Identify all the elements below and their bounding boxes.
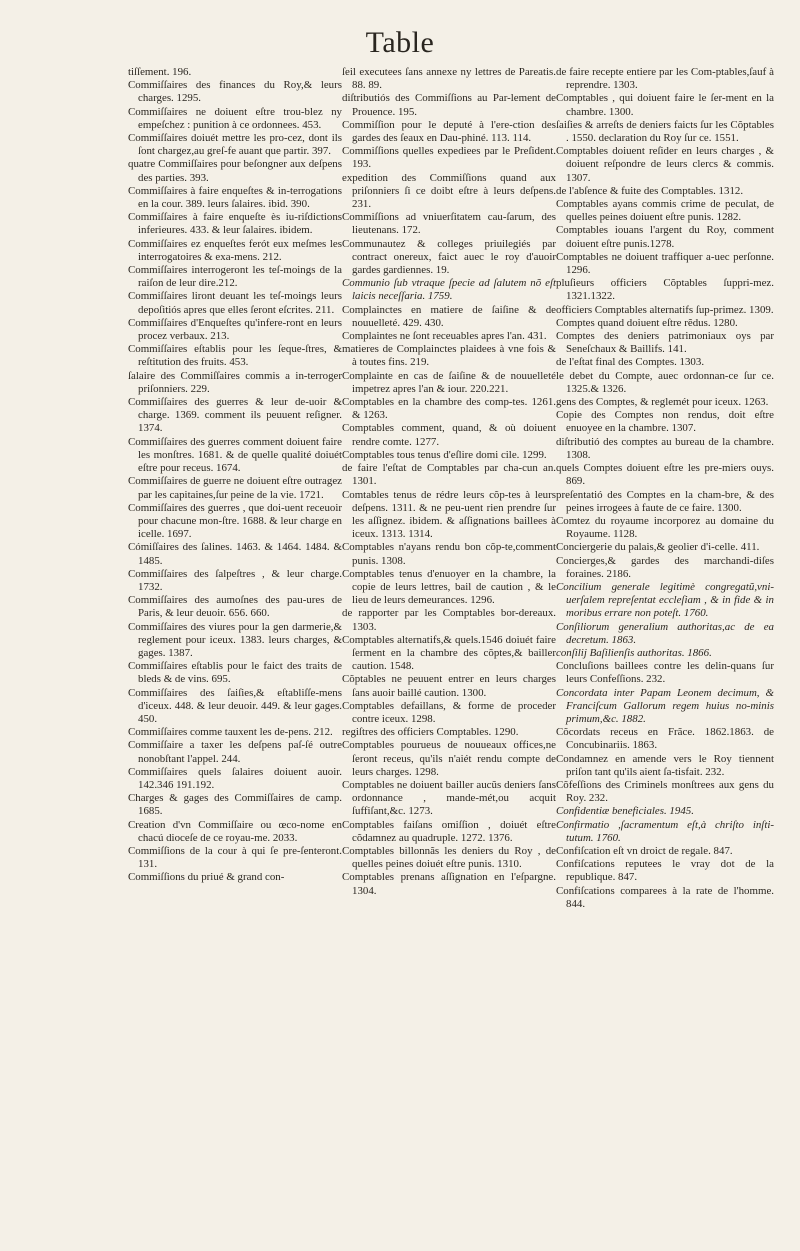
index-entry: Concordata inter Papam Leonem decimum, & Franciſcum Gallorum regem huius no-minis primum,&c. 1882. [556,686,774,725]
index-entry: Commiſſions quelles expediees par le Preſident. 193. [342,145,556,171]
index-entry: Confiſcations reputees le vray dot de la republique. 847. [556,858,774,884]
index-entry: Confirmatio ,ſacramentum eſt,à chriſto inſti-tutum. 1760. [556,818,774,844]
index-entry: Commiſſaires ne doiuent eſtre trou-blez ny empeſchez : punition à ce ordonnees. 453. [128,105,342,131]
index-entry: Cõptables ne peuuent entrer en leurs charges ſans auoir baillé caution. 1300. [342,673,556,699]
index-entry: Commiſſions du priué & grand con- [128,871,285,884]
index-column-middle [342,66,556,898]
index-entry: Commiſſaires des viures pour la gen darmerie,& reglement pour iceux. 1383. leurs charges, & gages. 1387. [128,620,342,659]
index-entry: de faire l'eſtat de Comptables par cha-cun an. 1301. [342,462,556,488]
index-entry: Comptables tous tenus d'eſlire domi cile. 1299. [342,448,547,461]
index-entry: Comptables pourueus de nouueaux offices,ne ſeront receus, qu'ils n'aiét rendu compte de leurs charges. 1298. [342,739,556,778]
index-entry: Communautez & colleges priuilegiés par contract onereux, faict auec le roy d'auoir gardes gardiennes. 19. [342,237,556,277]
index-entry: le debet du Compte, auec ordonnan-ce ſur ce. 1325.& 1326. [556,369,774,395]
index-entry: Commiſſaires à faire enqueſte ès iu-riſdictions inferieures. 433. & leur ſalaires. ibidem. [128,211,342,237]
index-entry: quels Comptes doiuent eſtre les pre-miers ouys. 869. [556,462,774,488]
index-entry: Condamnez en amende vers le Roy tiennent priſon tant qu'ils aient ſa-tisfait. 232. [556,752,774,778]
index-entry: Commiſſaires eſtablis pour le faict des traits de bleds & de vins. 695. [128,660,342,686]
index-entry: Charges & gages des Commiſſaires de camp. 1685. [128,792,342,818]
index-entry: quatre Commiſſaires pour beſongner aux deſpens des parties. 393. [128,158,342,184]
index-entry: Commiſſaires de guerre ne doiuent eſtre outragez par les capitaines,ſur peine de la vie. 1721. [128,475,342,501]
index-entry: Commiſſaires liront deuant les teſ-moings leurs depoſitiós apres que elles ſeront eſcrites. 211. [128,290,342,316]
index-entry: Comptables prenans aſſignation en l'eſpargne. 1304. [342,871,556,897]
index-column-right [556,66,774,911]
index-entry: Comptables tenus d'enuoyer en la chambre, la copie de leurs lettres, bail de caution , & le lieu de leurs demeurances. 1296. [342,567,556,607]
index-entry: Comptables faiſans omiſſion , doiuét eſtre cõdamnez au quadruple. 1272. 1376. [342,818,556,844]
index-entry: Commiſſaires des guerres comment doiuent faire les monſtres. 1681. & de quelle qualité doiuét eſtre pour receus. 1674. [128,435,342,475]
index-entry: Commiſſaires doiuét mettre les pro-cez, dont ils ſont chargez,au greſ-fe auant que partir. 397. [128,132,342,158]
index-entry: Comptes des deniers patrimoniaux oys par Seneſchaux & Baillifs. 141. [556,330,774,356]
index-entry: Cõcordats receus en Frãce. 1862.1863. de Concubinariis. 1863. [556,726,774,752]
index-entry: Commiſſaires des ſaiſies,& eſtabliſſe-mens d'iceux. 448. & leur deuoir. 449. & leur gages. 450. [128,686,342,725]
index-entry: Communio ſub vtraque ſpecie ad ſalutem nõ eſt laicis neceſſaria. 1759. [342,277,556,303]
index-entry: Confiſcation eſt vn droict de regale. 847. [556,844,733,857]
index-entry: Comptables doiuent reſider en leurs charges , & doiuent reſpondre de leurs clercs & commis. 1307. [556,145,774,184]
index-entry: Confidentiæ beneficiales. 1945. [556,805,694,818]
index-entry: diſtributió des comptes au bureau de la chambre. 1308. [556,435,774,461]
index-entry: Commiſſaires comme tauxent les de-pens. 212. [128,726,333,739]
index-entry: Commiſſaires à faire enqueſtes & in-terrogations en la cour. 389. leurs ſalaires. ibid. 390. [128,184,342,211]
index-entry: preſentatió des Comptes en la cham-bre, & des peines irrogees à faute de ce faire. 1300. [556,488,774,514]
index-entry: Cómiſſaires des ſalines. 1463. & 1464. 1484. & 1485. [128,541,342,567]
index-entry: Commiſſaires quels ſalaires doiuent auoir. 142.346 191.192. [128,765,342,791]
index-entry: Comptables comment, quand, & où doiuent rendre comte. 1277. [342,422,556,448]
index-entry: Comptables ayans commis crime de peculat, de quelles peines doiuent eſtre punis. 1282. [556,198,774,224]
index-entry: Commiſſaires des guerres , que doi-uent receuoir pour chacune mon-ſtre. 1688. & leur charge en icelle. 1697. [128,501,342,541]
index-entry: expedition des Commiſſions quand aux priſonniers ſi ce doibt eſtre à leurs deſpens. 231. [342,171,556,211]
index-entry: Comptables en la chambre des comp-tes. 1261. & 1263. [342,396,556,422]
index-entry: conſilij Baſilienſis authoritas. 1866. [556,646,712,659]
index-entry: Commiſſaires des finances du Roy,& leurs charges. 1295. [128,79,342,105]
index-entry: de faire recepte entiere par les Com-ptables,ſauf à reprendre. 1303. [556,66,774,92]
index-entry: Commiſſaires des guerres & leur de-uoir & charge. 1369. comment ils peuuent reſigner. 1374. [128,396,342,435]
index-entry: Cõfeſſions des Criminels monſtrees aux gens du Roy. 232. [556,778,774,805]
index-entry: Commiſſaires eſtablis pour les ſeque-ſtres, & reſtitution des fruits. 453. [128,343,342,369]
index-entry: Copie des Comptes non rendus, doit eſtre enuoyee en la chambre. 1307. [556,409,774,435]
index-entry: Creation d'vn Commiſſaire ou œco-nome en chacú dioceſe de ce royau-me. 2033. [128,818,342,844]
index-entry: Commiſſaire a taxer les deſpens paſ-ſé outre nonobſtant l'appel. 244. [128,739,342,765]
index-entry: Comtez du royaume incorporez au domaine du Royaume. 1128. [556,514,774,541]
index-entry: Comtables tenus de rédre leurs cõp-tes à leurs deſpens. 1311. & ne peu-uent rien prendre ſur les aſſignez. ibidem. & aſſignations baillees à iceux. 1313. 1314. [342,488,556,541]
index-entry: officiers Comptables alternatifs ſup-primez. 1309. [556,303,774,316]
index-entry: matieres de Complainctes plaidees à vne fois & à toutes fins. 219. [342,343,556,369]
index-entry: Commiſſaires ez enqueſtes ferót eux meſmes les interrogatoires & exa-mens. 212. [128,237,342,263]
index-entry: Commiſſaires des ſalpeſtres , & leur charge. 1732. [128,567,342,593]
index-entry: pluſieurs officiers Cõptables ſuppri-mez. 1321.1322. [556,277,774,303]
index-entry: regiſtres des officiers Comptables. 1290. [342,726,519,739]
index-entry: Concierges,& gardes des marchandi-diſes foraines. 2186. [556,554,774,580]
index-entry: de l'abſence & fuite des Comptables. 1312. [556,184,744,197]
index-entry: de rapporter par les Comptables bor-dereaux. 1303. [342,607,556,633]
index-entry: de l'eſtat final des Comptes. 1303. [556,356,705,369]
index-entry: Comptables , qui doiuent faire le ſer-ment en la chambre. 1300. [556,92,774,118]
index-entry: Conſiliorum generalium authoritas,ac de ea decretum. 1863. [556,620,774,646]
index-entry: ſeil executees ſans annexe ny lettres de Pareatis. 88. 89. [342,66,556,92]
index-entry: Complaintes ne ſont receuables apres l'an. 431. [342,330,547,343]
index-entry: ſalaire des Commiſſaires commis a in-terroger priſonniers. 229. [128,369,342,395]
index-entry: Comptables ne doiuent traffiquer a-uec perſonne. 1296. [556,250,774,277]
index-entry: Comptables billonnãs les deniers du Roy , de quelles peines doiuét eſtre punis. 1310. [342,844,556,871]
index-entry: Comptables ne doiuent bailler aucũs deniers ſans ordonnance , mande-mét,ou acquit ſuffiſant,&c. 1273. [342,778,556,818]
index-entry: Confiſcations comparees à la rate de l'homme. 844. [556,884,774,910]
index-entry: Comptables n'ayans rendu bon cõp-te,comment punis. 1308. [342,541,556,567]
index-entry: Commiſſaires interrogeront les teſ-moings de la raiſon de leur dire.212. [128,264,342,290]
index-entry: gens des Comptes, & reglemét pour iceux. 1263. [556,396,769,409]
index-entry: Commiſſions de la cour à qui ſe pre-ſenteront. 131. [128,844,342,871]
index-entry: Commiſſaires d'Enqueſtes qu'infere-ront en leurs procez verbaux. 213. [128,316,342,343]
index-entry: ſaiſies & arreſts de deniers faicts ſur les Cõptables . 1550. declaration du Roy ſur ce. 1551. [556,118,774,145]
index-entry: Comptables defaillans, & forme de proceder contre iceux. 1298. [342,699,556,725]
index-entry: Concluſions baillees contre les delin-quans ſur leurs Confeſſions. 232. [556,660,774,686]
index-entry: Commiſſaires des aumoſnes des pau-ures de Paris, & leur deuoir. 656. 660. [128,594,342,620]
index-entry: Commiſſions ad vniuerſitatem cau-ſarum, des lieutenans. 172. [342,211,556,237]
index-entry: Concilium generale legitimè congregatũ,vni-uerſalem repreſentat eccleſiam , & in fide & in moribus errare non poteſt. 1760. [556,580,774,620]
index-entry: Comptables alternatifs,& quels.1546 doiuét faire ſerment en la chambre des cõptes,& bailler caution. 1548. [342,633,556,673]
index-entry: diſtributiós des Commiſſions au Par-lement de Prouence. 195. [342,92,556,118]
page-title: Table [365,26,435,59]
index-entry: Complainte en cas de ſaiſine & de nouuelleté impetrez apres l'an & iour. 220.221. [342,369,556,395]
index-column-left [128,66,342,885]
index-entry: Complainctes en matiere de ſaiſine & de nouuelleté. 429. 430. [342,303,556,329]
index-entry: Commiſſion pour le deputé à l'ere-ction des gardes des ſeaux en Dau-phiné. 113. 114. [342,118,556,145]
index-entry: Conciergerie du palais,& geolier d'i-celle. 411. [556,541,760,554]
index-entry: tiſſement. 196. [128,66,192,78]
index-entry: Comptables iouans l'argent du Roy, comment doiuent eſtre punis.1278. [556,224,774,250]
index-entry: Comptes quand doiuent eſtre rẽdus. 1280. [556,316,738,329]
